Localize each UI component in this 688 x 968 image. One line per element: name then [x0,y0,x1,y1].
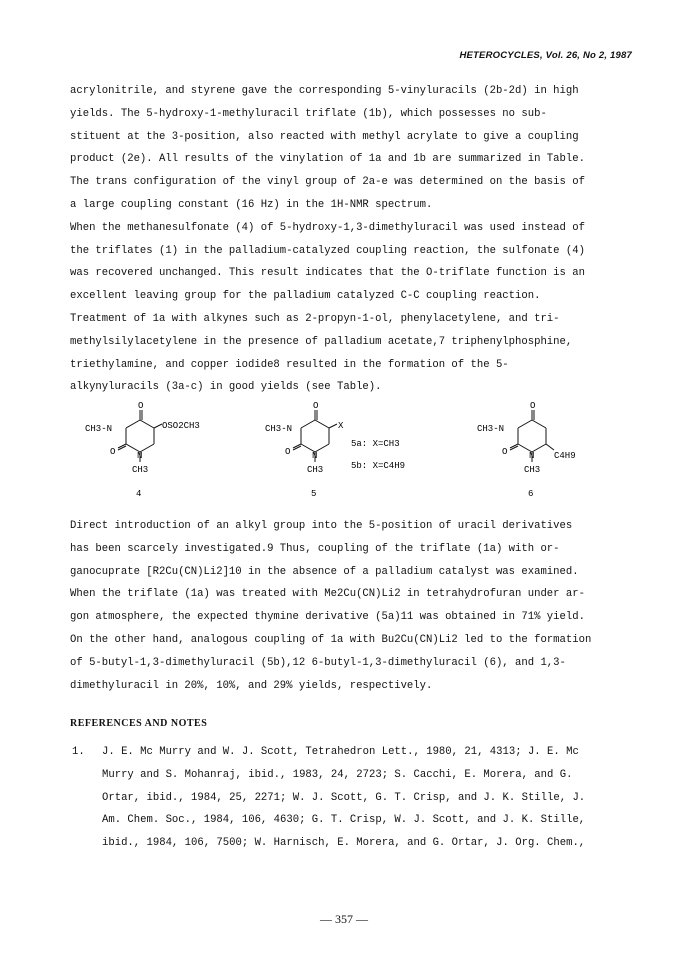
text-line: On the other hand, analogous coupling of 1a with Bu2Cu(CN)Li2 led to the formation [70,633,592,646]
structure-substituent-label: C4H9 [554,451,576,461]
structure-atom-label: CH3-N [477,424,505,434]
text-line: acrylonitrile, and styrene gave the corresponding 5-vinyluracils (2b-2d) in high [70,85,579,97]
structure-atom-label: O [285,447,291,457]
structure-atom-label: O [502,447,508,457]
text-line: gon atmosphere, the expected thymine derivative (5a)11 was obtained in 71% yield. [70,611,585,624]
structure-substituent-label: X [338,421,344,431]
text-line: ganocuprate [R2Cu(CN)Li2]10 in the absence of a palladium catalyst was examined. [70,565,579,578]
text-line: ibid., 1984, 106, 7500; W. Harnisch, E. Morera, and G. Ortar, J. Org. Chem., [102,837,586,850]
text-line: Direct introduction of an alkyl group into the 5-position of uracil derivatives [70,520,573,532]
text-line: Am. Chem. Soc., 1984, 106, 4630; G. T. Crisp, W. J. Scott, and J. K. Stille, [102,814,586,827]
structure-number: 5 [311,489,317,499]
page-number: — 357 — [320,912,368,926]
structure-atom-label: O [138,401,144,411]
text-line: yields. The 5-hydroxy-1-methyluracil triflate (1b), which possesses no sub- [70,107,547,120]
text-line: of 5-butyl-1,3-dimethyluracil (5b),12 6-butyl-1,3-dimethyluracil (6), and 1,3- [70,656,566,669]
structure-atom-label: N [312,451,318,461]
structure-4 [80,400,230,512]
text-line: J. E. Mc Murry and W. J. Scott, Tetrahedron Lett., 1980, 21, 4313; J. E. Mc [102,746,579,758]
structure-atom-label: N [529,451,535,461]
structure-atom-label: CH3 [132,465,149,475]
text-line: stituent at the 3-position, also reacted with methyl acrylate to give a coupling [70,130,579,143]
structure-note: 5a: X=CH3 [351,439,400,449]
structure-atom-label: CH3-N [265,424,293,434]
structure-atom-label: O [110,447,116,457]
text-line: dimethyluracil in 20%, 10%, and 29% yields, respectively. [70,679,433,692]
text-line: When the methanesulfonate (4) of 5-hydroxy-1,3-dimethyluracil was used instead of [70,221,585,234]
paragraph-vinylation [70,80,626,399]
structure-atom-label: O [530,401,536,411]
text-line: a large coupling constant (16 Hz) in the 1H-NMR spectrum. [70,198,433,211]
reference-item [70,741,626,855]
structure-6 [472,400,622,512]
reference-number: 1. [72,746,85,758]
structure-atom-label: CH3-N [85,424,113,434]
running-header: HETEROCYCLES, Vol. 26, No 2, 1987 [459,50,632,61]
text-line: the triflates (1) in the palladium-catalyzed coupling reaction, the sulfonate (4) [70,244,585,257]
text-line: product (2e). All results of the vinylation of 1a and 1b are summarized in Table. [70,153,585,166]
structure-note: 5b: X=C4H9 [351,461,406,471]
structure-number: 6 [528,489,534,499]
text-line: has been scarcely investigated.9 Thus, coupling of the triflate (1a) with or- [70,542,560,555]
references-list [70,741,626,855]
structure-atom-label: N [137,451,143,461]
structure-atom-label: O [313,401,319,411]
structure-atom-label: CH3 [307,465,324,475]
structure-substituent-label: OSO2CH3 [162,421,200,431]
text-line: alkynyluracils (3a-c) in good yields (see Table). [70,381,382,394]
text-line: Ortar, ibid., 1984, 25, 2271; W. J. Scott, G. T. Crisp, and J. K. Stille, J. [102,791,586,804]
text-line: methylsilylacetylene in the presence of palladium acetate,7 triphenylphosphine, [70,335,573,348]
chemical-structures [70,400,630,512]
text-line: excellent leaving group for the palladium catalyzed C-C coupling reaction. [70,290,541,303]
structure-5 [265,400,425,512]
text-line: Murry and S. Mohanraj, ibid., 1983, 24, 2723; S. Cacchi, E. Morera, and G. [102,768,573,781]
text-line: was recovered unchanged. This result indicates that the O-triflate function is an [70,267,585,280]
text-line: Treatment of 1a with alkynes such as 2-propyn-1-ol, phenylacetylene, and tri- [70,312,560,325]
structure-number: 4 [136,489,142,499]
text-line: When the triflate (1a) was treated with Me2Cu(CN)Li2 in tetrahydrofuran under ar- [70,588,585,601]
text-line: The trans configuration of the vinyl group of 2a-e was determined on the basis of [70,176,585,189]
references-heading: REFERENCES AND NOTES [70,718,208,729]
structure-atom-label: CH3 [524,465,541,475]
text-line: triethylamine, and copper iodide8 resulted in the formation of the 5- [70,358,509,371]
paragraph-alkylation [70,515,626,697]
